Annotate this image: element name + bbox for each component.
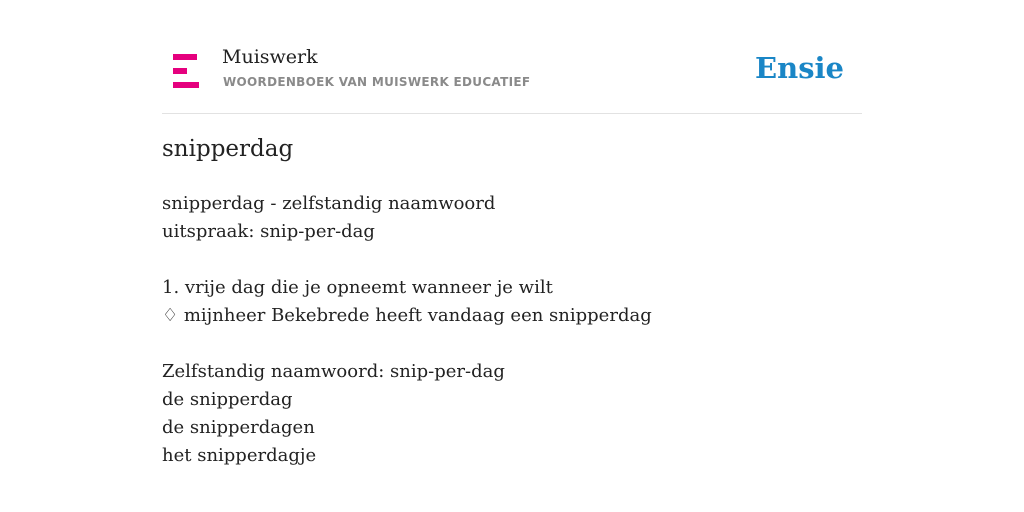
- spacer: [162, 246, 862, 274]
- muiswerk-logo-icon[interactable]: [173, 54, 199, 88]
- site-subtitle: WOORDENBOEK VAN MUISWERK EDUCATIEF: [223, 75, 531, 89]
- grammar-heading: Zelfstandig naamwoord: snip-per-dag: [162, 361, 505, 382]
- example-line: ♢ mijnheer Bekebrede heeft vandaag een snipperdag: [162, 305, 652, 326]
- pronunciation-line: uitspraak: snip-per-dag: [162, 221, 375, 242]
- word-form-singular: de snipperdag: [162, 389, 293, 410]
- word-form-diminutive: het snipperdagje: [162, 445, 317, 466]
- logo-bar-bottom: [173, 82, 199, 88]
- entry-content: [162, 190, 862, 470]
- spacer: [162, 330, 862, 358]
- entry-title: snipperdag: [162, 136, 294, 162]
- site-name-link[interactable]: Muiswerk: [222, 46, 318, 68]
- site-header: [162, 40, 862, 114]
- logo-bar-middle: [173, 68, 187, 74]
- definition-line: 1. vrije dag die je opneemt wanneer je wilt: [162, 277, 553, 298]
- word-form-plural: de snipperdagen: [162, 417, 315, 438]
- part-of-speech-line: snipperdag - zelfstandig naamwoord: [162, 193, 496, 214]
- logo-bar-top: [173, 54, 197, 60]
- ensie-brand-link[interactable]: Ensie: [755, 51, 844, 85]
